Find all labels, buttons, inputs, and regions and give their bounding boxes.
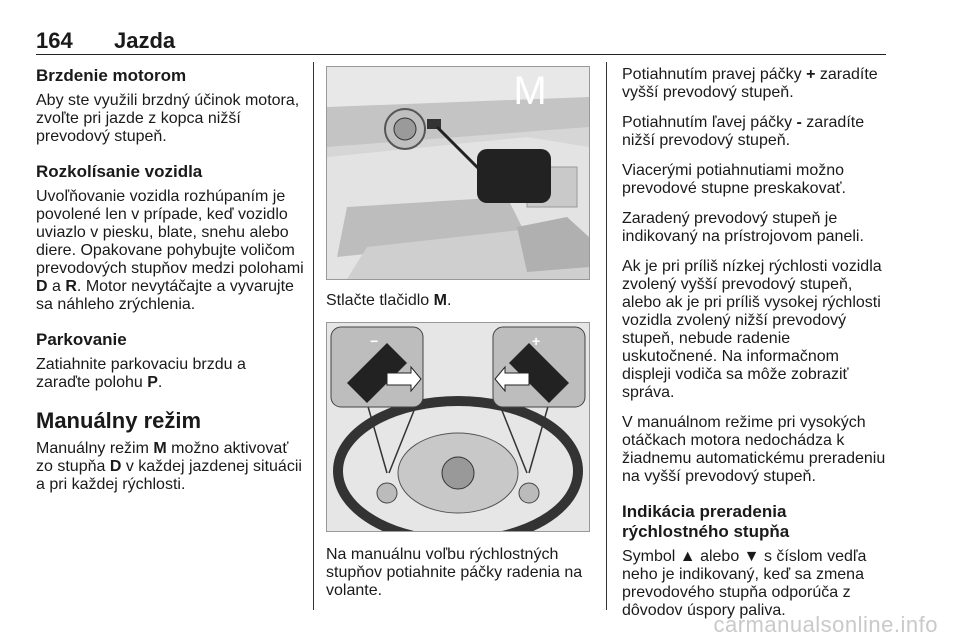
page-header	[36, 28, 886, 55]
gear-label: M	[153, 440, 167, 457]
paragraph	[36, 188, 304, 314]
paragraph: Aby ste využili brzdný účinok motora, zvoľte pri jazde z kopca nižší prevodový stupeň.	[36, 92, 300, 145]
gear-label: P	[147, 374, 158, 391]
column-left	[36, 66, 304, 506]
paragraph: Ak je pri príliš nízkej rýchlosti vozidla zvolený vyšší prevodový stupeň, alebo ak je pri príliš vysokej rýchlosti vozidla zvolený nižší prevodový stupeň, nebude radenie uskutočnené. Na informačnom displeji vodiča sa môže zobraziť správa.	[622, 258, 882, 401]
paragraph	[622, 66, 888, 102]
column-middle	[326, 66, 590, 612]
paragraph	[36, 356, 304, 392]
text: Stlačte tlačidlo	[326, 292, 434, 309]
column-divider	[606, 62, 607, 610]
m-button-illustration	[326, 66, 590, 280]
text: v každej jazdenej situácii a pri každej rýchlosti.	[36, 458, 302, 493]
paragraph	[622, 114, 888, 150]
text: . Motor nevytáčajte a vyvarujte sa náhleho zrýchlenia.	[36, 278, 294, 313]
paragraph: Zaradený prevodový stupeň je indikovaný na prístrojovom paneli.	[622, 210, 864, 245]
text: zaradíte vyšší prevodový stupeň.	[622, 66, 878, 101]
caption: Na manuálnu voľbu rýchlostných stupňov potiahnite páčky radenia na volante.	[326, 546, 583, 599]
watermark: carmanualsonline.info	[713, 612, 938, 637]
text: Potiahnutím pravej páčky	[622, 66, 807, 83]
text: Manuálny režim	[36, 440, 154, 457]
minus-paddle-label: −	[370, 333, 379, 349]
section-title: Rozkolísanie vozidla	[36, 162, 203, 181]
section-title: Parkovanie	[36, 330, 127, 349]
plus-paddle-label: +	[532, 333, 541, 349]
column-divider	[313, 62, 314, 610]
paragraph: Symbol ▲ alebo ▼ s číslom vedľa neho je indikovaný, keď sa zmena prevodového stupňa odporúča z dôvodov úspory paliva.	[622, 548, 867, 619]
page-number: 164	[36, 28, 73, 53]
chapter-title: Jazda	[114, 28, 176, 53]
gear-label: D	[109, 458, 122, 475]
text: Potiahnutím ľavej páčky	[622, 114, 797, 131]
text: Uvoľňovanie vozidla rozhúpaním je povolené len v prípade, keď vozidlo uviazlo v piesku, blate, snehu alebo diere. Opakovane pohybujte voličom prevodových stupňov medzi polohami	[36, 188, 304, 277]
caption	[326, 292, 590, 310]
paragraph	[36, 440, 304, 494]
gear-label: M	[433, 292, 447, 309]
text: možno aktivovať zo stupňa	[36, 440, 289, 475]
text: .	[446, 292, 452, 309]
text: a	[47, 278, 66, 295]
paddle-shifters-illustration	[326, 322, 590, 532]
section-title: Indikácia preradenia rýchlostného stupňa	[622, 502, 790, 541]
text: zaradíte nižší prevodový stupeň.	[622, 114, 865, 149]
paragraph: Viacerými potiahnutiami možno prevodové stupne preskakovať.	[622, 162, 846, 197]
text: Zatiahnite parkovaciu brzdu a zaraďte polohu	[36, 356, 246, 391]
text: .	[157, 374, 163, 391]
symbol: +	[806, 66, 816, 83]
section-heading: Manuálny režim	[36, 408, 202, 433]
paragraph: V manuálnom režime pri vysokých otáčkach motora nedochádza k žiadnemu automatickému preradeniu na vyšší prevodový stupeň.	[622, 414, 886, 485]
section-title: Brzdenie motorom	[36, 66, 187, 85]
column-right	[622, 66, 888, 632]
symbol: -	[796, 114, 802, 131]
gear-label: D	[36, 278, 48, 295]
gear-label: R	[65, 278, 77, 295]
